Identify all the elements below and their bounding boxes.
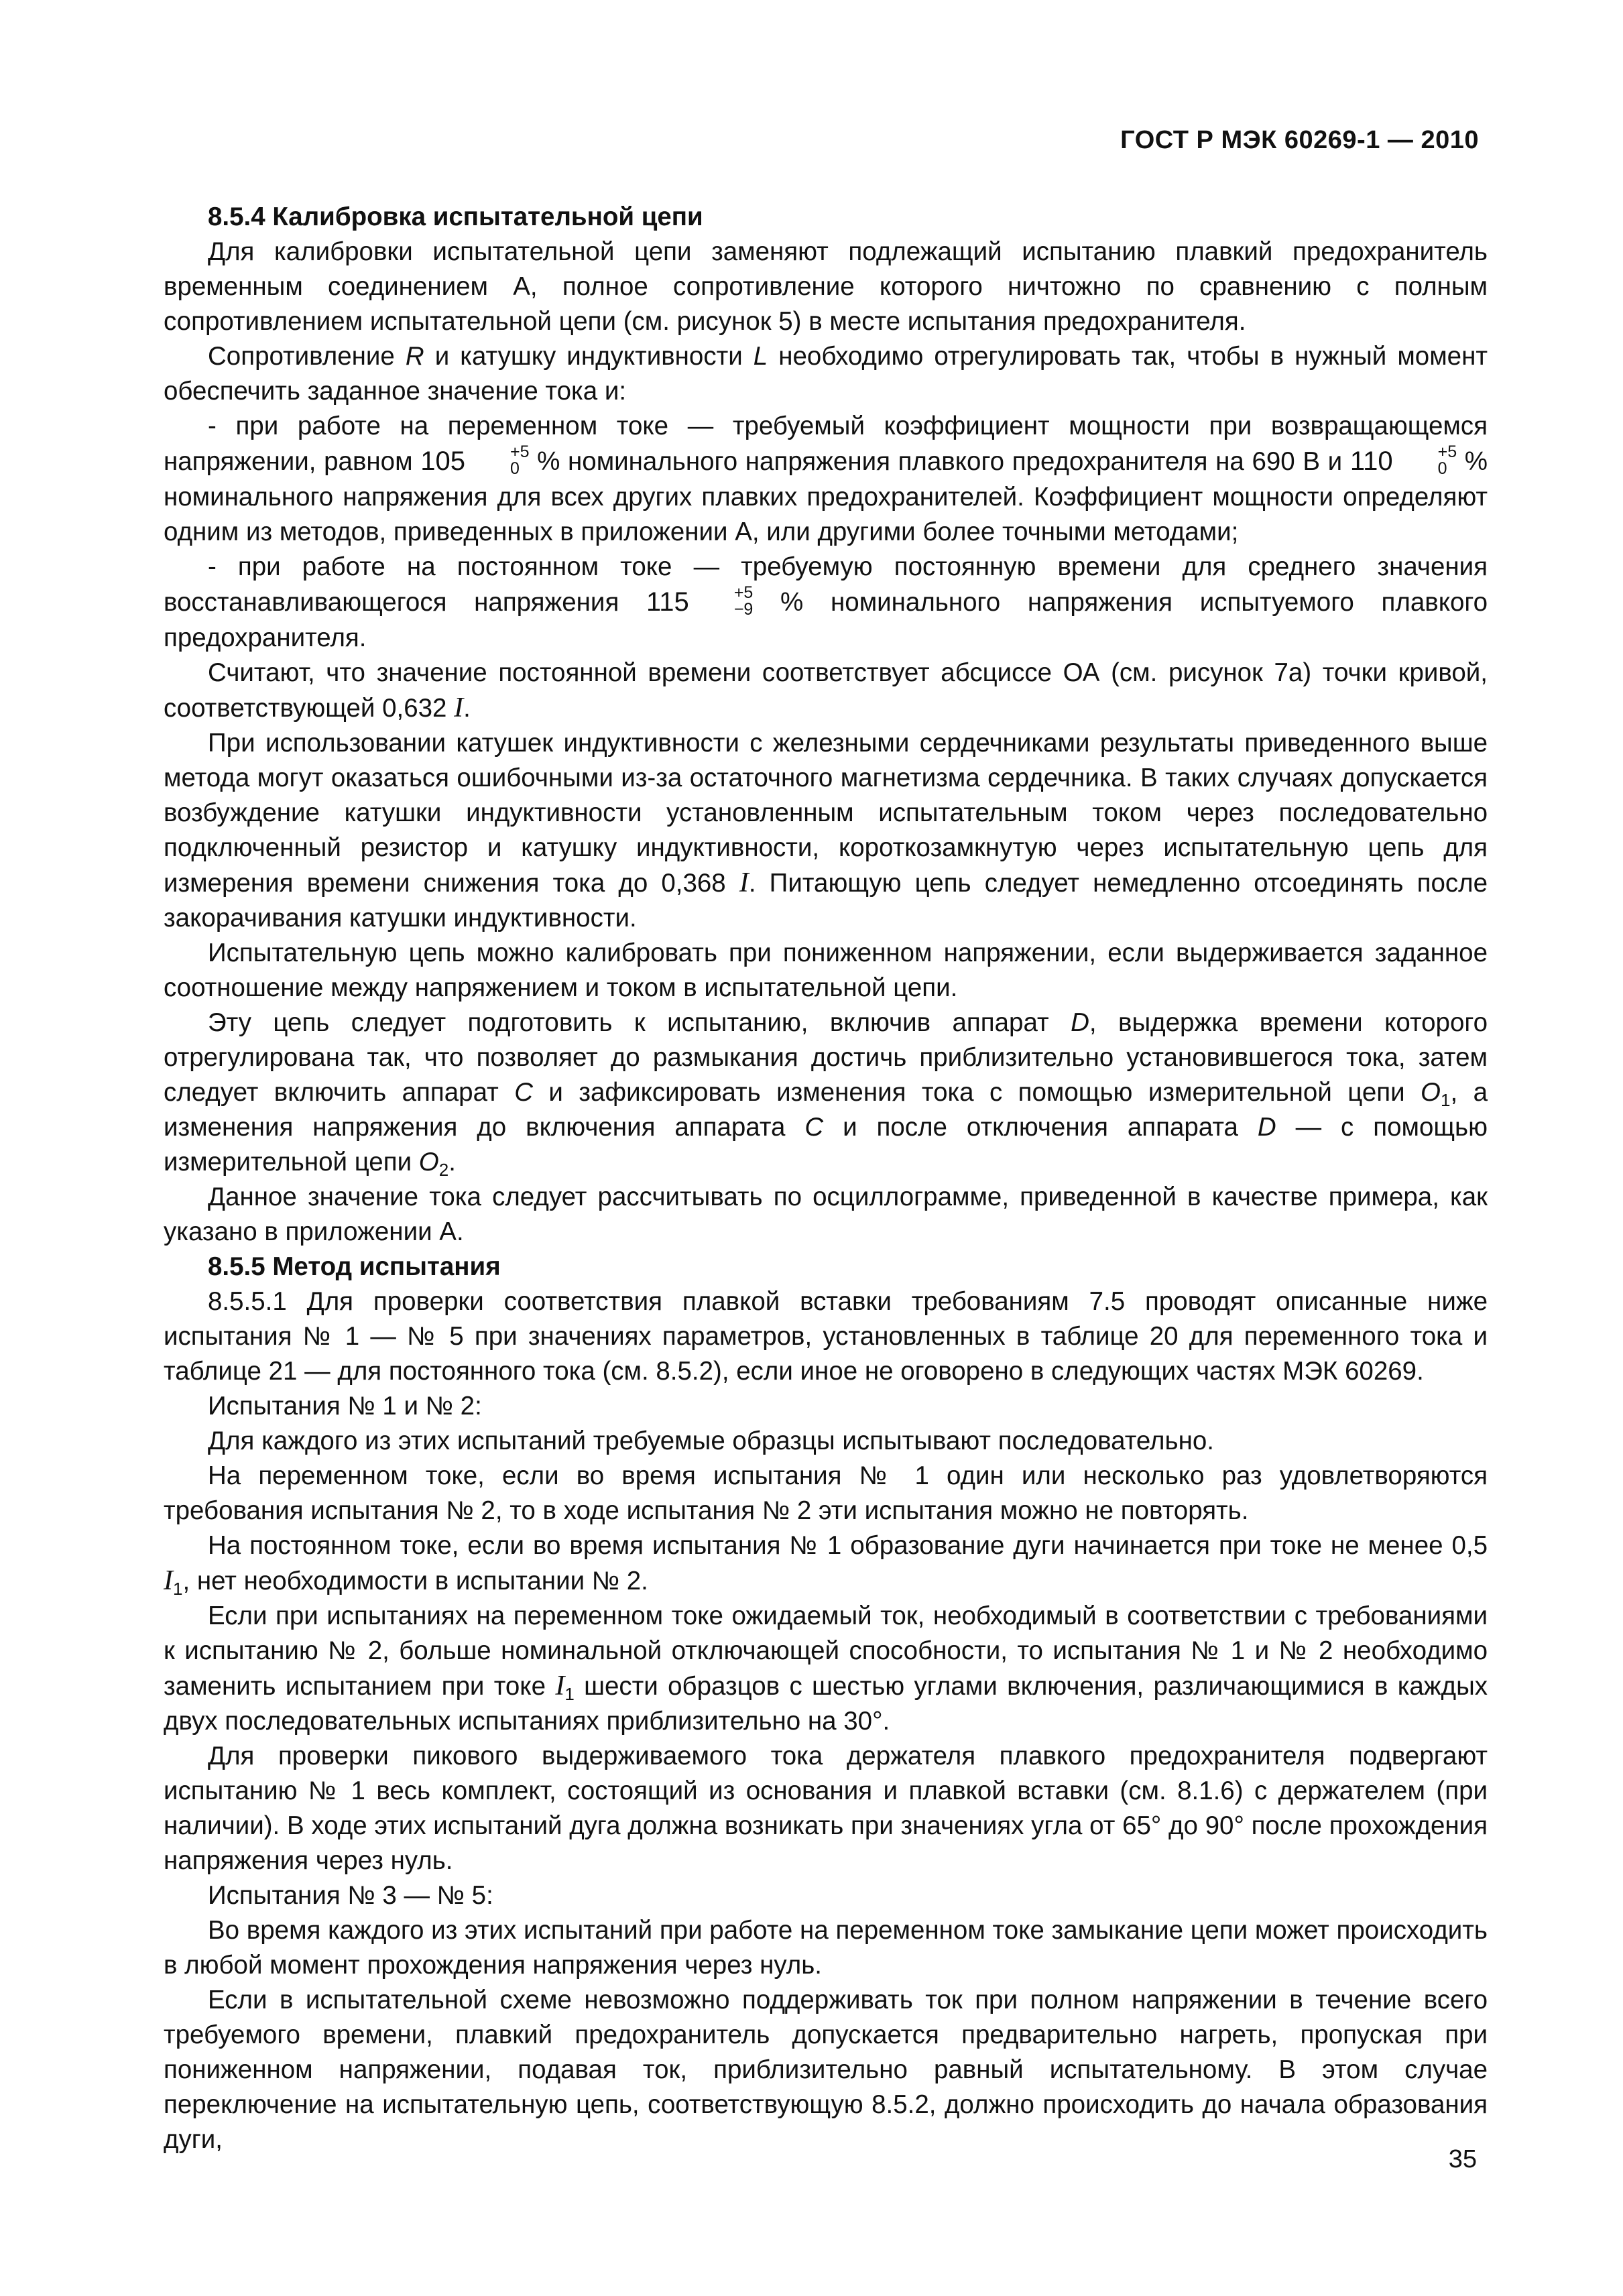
section-heading-8-5-5: 8.5.5 Метод испытания [208,1252,501,1281]
tolerance-value: 105 [420,446,465,476]
paragraph: Испытательную цепь можно калибровать при пониженном напряжении, если выдерживается заданное соотношение между напряжением и током в испытательной цепи. [164,938,1488,1002]
section-heading-8-5-4: 8.5.4 Калибровка испытательной цепи [208,202,703,231]
paragraph: Если в испытательной схеме невозможно поддерживать ток при полном напряжении в течение всего требуемого времени, плавкий предохранитель допускается предварительно нагреть, пропуская при пониженном напряжении, подавая ток, приблизительно равный испытательному. В этом случае переключение на испытательную цепь, соответствующую 8.5.2, должно происходить до начала образования дуги, [164,1985,1488,2154]
paragraph: Если при испытаниях на переменном токе ожидаемый ток, необходимый в соответствии с требованиями к испытанию № 2, больше номинальной отключающей способности, то испытания № 1 и № 2 необходимо заменить испытанием при токе $I_1$ шести образцов с шестью углами включения, различающимися в каждых двух последовательных испытаниях приблизительно на 30°. [164,1601,1488,1736]
page-number: 35 [1448,2145,1477,2173]
paragraph: Во время каждого из этих испытаний при работе на переменном токе замыкание цепи может происходить в любой момент прохождения напряжения через нуль. [164,1915,1488,1980]
paragraph: На постоянном токе, если во время испытания № 1 образование дуги начинается при токе не менее 0,5 $I_1$, нет необходимости в испытании № 2. [164,1530,1488,1599]
paragraph: Для каждого из этих испытаний требуемые образцы испытывают последовательно. [208,1426,1214,1455]
paragraph: Испытания № 3 — № 5: [208,1880,493,1910]
paragraph: 8.5.5.1 Для проверки соответствия плавкой вставки требованиям 7.5 проводят описанные ниже испытания № 1 — № 5 при значениях параметров, установленных в таблице 20 для переменного тока и таблице 21 — для постоянного тока (см. 8.5.2), если иное не оговорено в следующих частях МЭК 60269. [164,1286,1488,1386]
tolerance-limits: +5 0 [509,442,530,478]
paragraph: Для проверки пикового выдерживаемого тока держателя плавкого предохранителя подвергают испытанию № 1 весь комплект, состоящий из основания и плавкой вставки (см. 8.1.6) с держателем (при наличии). В ходе этих испытаний дуга должна возникать при значениях угла от 65° до 90° после прохождения напряжения через нуль. [164,1741,1488,1875]
paragraph: Данное значение тока следует рассчитывать по осциллограмме, приведенной в качестве примера, как указано в приложении А. [164,1182,1488,1246]
document-header: ГОСТ Р МЭК 60269-1 — 2010 [1120,126,1479,154]
tolerance-limits: +5 0 [1437,442,1457,478]
paragraph: Эту цепь следует подготовить к испытанию, включив аппарат D, выдержка времени которого отрегулирована так, что позволяет до размыкания достичь приблизительно установившегося тока, затем следует включить аппарат С и зафиксировать изменения тока с помощью измерительной цепи $O_1$, а изменения напряжения до включения аппарата С и после отключения аппарата D — с помощью измерительной цепи $O_2$. [164,1008,1488,1180]
tolerance-value: 110 [1349,446,1393,476]
paragraph: На переменном токе, если во время испытания № 1 один или несколько раз удовлетворяются требования испытания № 2, то в ходе испытания № 2 эти испытания можно не повторять. [164,1461,1488,1525]
paragraph: При использовании катушек индуктивности с железными сердечниками результаты приведенного выше метода могут оказаться ошибочными из-за остаточного магнетизма сердечника. В таких случаях допускается возбуждение катушки индуктивности установленным испытательным током через последовательно подключенный резистор и катушку индуктивности, короткозамкнутую через испытательную цепь для измерения времени снижения тока до 0,368 I. Питающую цепь следует немедленно отсоединять после закорачивания катушки индуктивности. [164,728,1488,932]
paragraph: Испытания № 1 и № 2: [208,1391,482,1421]
list-item-dc: - при работе на постоянном токе — требуемую постоянную времени для среднего значения восстанавливающегося напряжения 115 +5 −9 % номинального напряжения испытуемого плавкого предохранителя. [164,552,1488,652]
paragraph: Сопротивление R и катушку индуктивности L необходимо отрегулировать так, чтобы в нужный момент обеспечить заданное значение тока и: [164,342,1488,406]
tolerance-value: 115 [646,587,689,617]
tolerance-limits: +5 −9 [733,583,754,619]
page-body [164,200,1488,2157]
paragraph: Считают, что значение постоянной времени соответствует абсциссе ОА (см. рисунок 7а) точки кривой, соответствующей 0,632 I. [164,658,1488,723]
list-item-ac: - при работе на переменном токе — требуемый коэффициент мощности при возвращающемся напряжении, равном 105 +5 0 % номинального напряжения плавкого предохранителя на 690 В и 110 +5 0 % номинального напряжения для всех других плавких предохранителей. Коэффициент мощности определяют одним из методов, приведенных в приложении А, или другими более точными методами; [164,412,1488,546]
paragraph: Для калибровки испытательной цепи заменяют подлежащий испытанию плавкий предохранитель временным соединением А, полное сопротивление которого ничтожно по сравнению с полным сопротивлением испытательной цепи (см. рисунок 5) в месте испытания предохранителя. [164,237,1488,336]
